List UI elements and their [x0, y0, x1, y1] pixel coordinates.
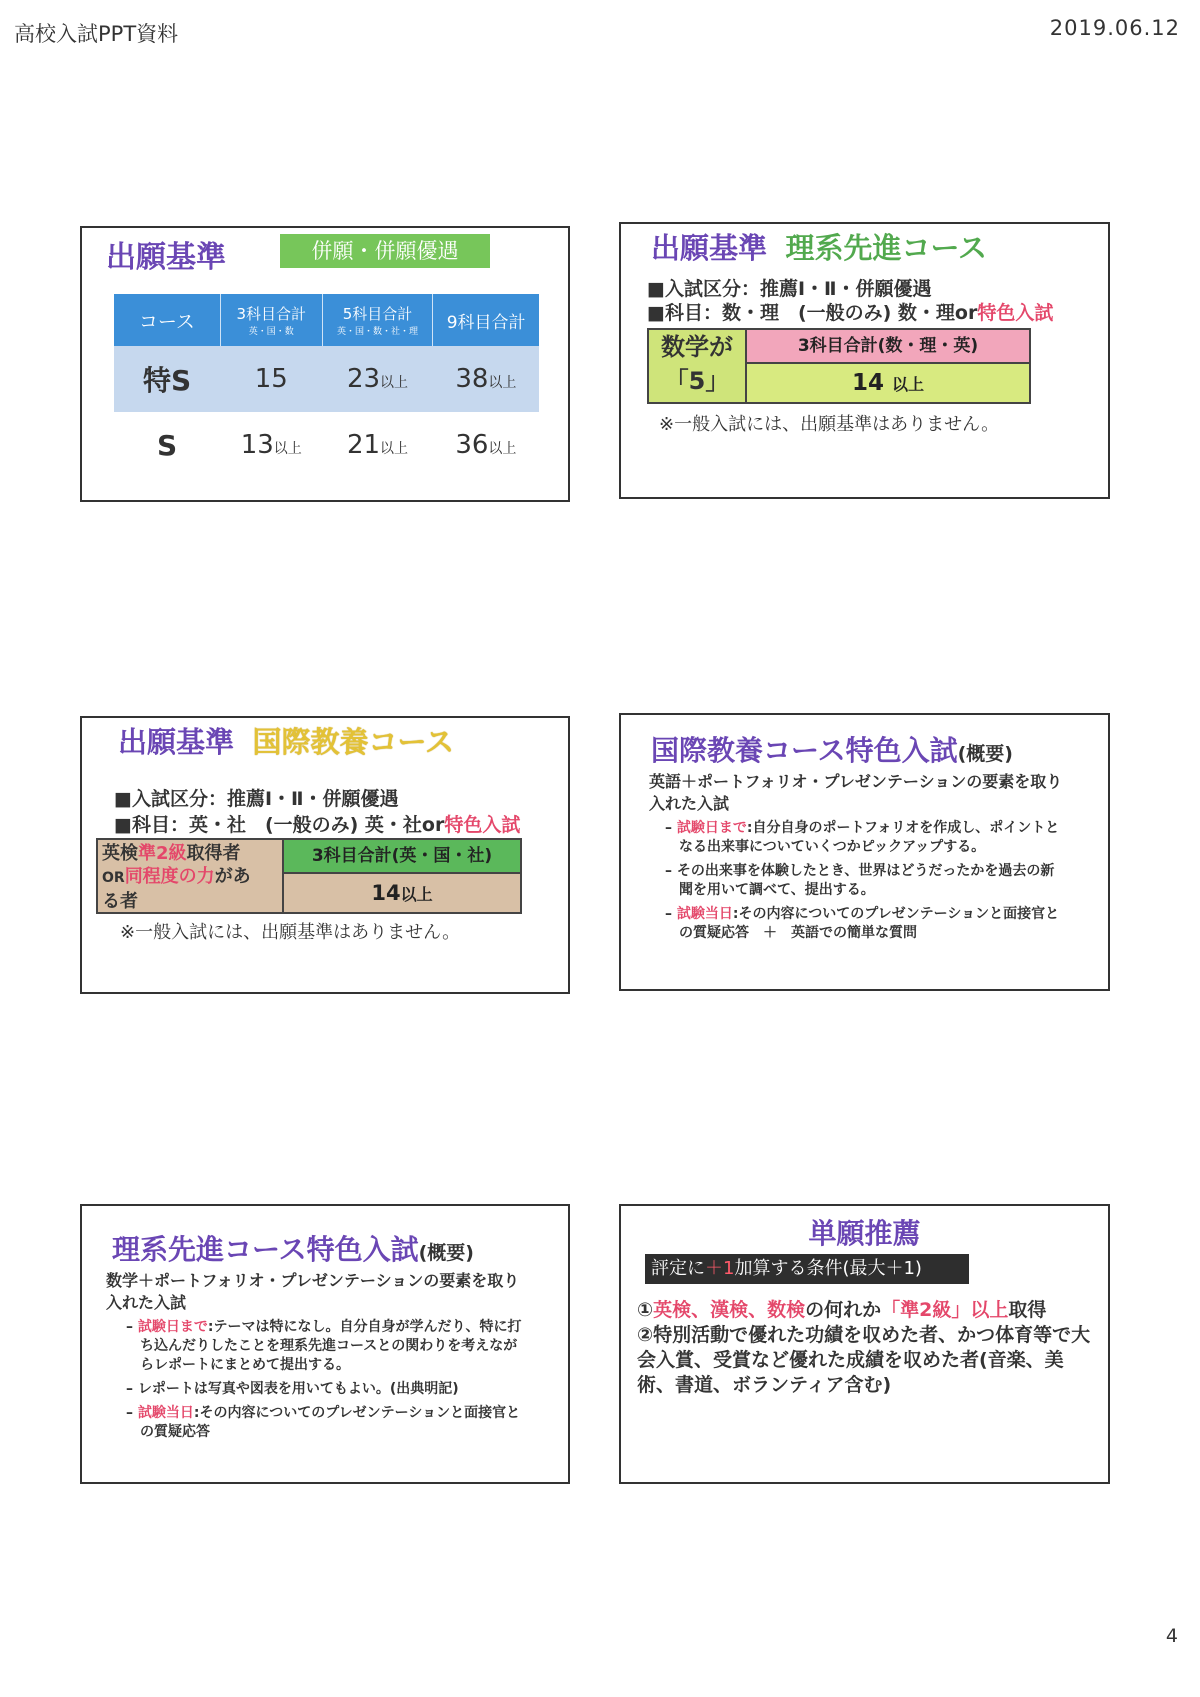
document-title: 高校入試PPT資料	[14, 22, 179, 46]
page-number: 4	[1165, 1625, 1178, 1647]
slide-title: 理系先進コース特色入試(概要)	[112, 1233, 474, 1266]
slide-science-special-exam	[80, 1204, 570, 1484]
sum-header-cell: 3科目合計(数・理・英)	[747, 330, 1029, 364]
value-cell: 15	[220, 346, 322, 412]
list-item: – 試験日まで:自分自身のポートフォリオを作成し、ポイントとなる出来事についていくつかピックアップする。	[665, 820, 1060, 855]
value-cell: 36以上	[455, 430, 517, 460]
value-cell: 13以上	[240, 430, 302, 460]
slide-application-criteria	[80, 226, 570, 502]
course-cell: S	[157, 428, 178, 462]
note-text: ※一般入試には、出願基準はありません。	[120, 922, 461, 943]
condition-item: ①英検、漢検、数検の何れか「準2級」以上取得	[637, 1299, 1047, 1321]
subjects-line: ■科目：数・理 (一般のみ) 数・理or特色入試	[647, 302, 1054, 324]
condition-item: ②特別活動で優れた功績を収めた者、かつ体育等で大会入賞、受賞など優れた成績を収めた者(音楽、美術、書道、ボランティア含む)	[637, 1324, 1091, 1396]
slide-title: 出願基準	[106, 240, 226, 275]
exam-category-line: ■入試区分：推薦Ⅰ・Ⅱ・併願優遇	[647, 278, 932, 300]
value-cell: 23以上	[322, 346, 433, 412]
value-cell: 21以上	[346, 430, 409, 460]
eiken-cell: 英検準2級取得者 OR同程度の力があ る者	[98, 840, 284, 912]
slide-intl-course-criteria	[80, 716, 570, 994]
sum-value-cell: 14以上	[284, 874, 520, 912]
table-row	[114, 346, 539, 412]
list-item: – 試験日まで:テーマは特になし。自分自身が学んだり、特に打ち込んだりしたことを理系先進コースとの関わりを考えながらレポートにまとめて提出する。	[126, 1319, 522, 1373]
slide-intl-special-exam	[619, 713, 1110, 991]
course-cell: 特S	[114, 346, 220, 412]
overview-list	[126, 1318, 526, 1447]
slide-single-recommendation	[619, 1204, 1110, 1484]
slide-title: 国際教養コース特色入試(概要)	[651, 734, 1013, 767]
condition-bar: 評定に＋1加算する条件(最大＋1)	[645, 1254, 969, 1284]
th-course: コース	[114, 294, 220, 346]
lead-text: 数学＋ポートフォリオ・プレゼンテーションの要素を取り入れた入試	[106, 1271, 520, 1312]
th-5subjects: 5科目合計 英・国・数・社・理	[322, 294, 433, 346]
slide-science-course-criteria	[619, 222, 1110, 499]
table-row	[114, 412, 539, 478]
value-cell: 38以上	[433, 346, 539, 412]
th-9subjects: 9科目合計	[433, 294, 539, 346]
table-header-row	[114, 294, 539, 346]
overview-list	[665, 819, 1065, 948]
note-text: ※一般入試には、出願基準はありません。	[659, 414, 1000, 435]
document-date: 2019.06.12	[1049, 16, 1180, 40]
math-five-cell: 数学が 「5」	[649, 330, 747, 402]
subjects-line: ■科目：英・社 (一般のみ) 英・社or特色入試	[114, 814, 521, 836]
slide-title: 出願基準 理系先進コース	[651, 231, 988, 265]
list-item: – 試験当日:その内容についてのプレゼンテーションと面接官との質疑応答	[126, 1405, 521, 1440]
list-item: – その出来事を体験したとき、世界はどうだったかを過去の新聞を用いて調べて、提出する。	[665, 863, 1055, 898]
list-item: – 試験当日:その内容についてのプレゼンテーションと面接官との質疑応答 ＋ 英語での簡単な質問	[665, 906, 1060, 941]
sum-value-cell: 14 以上	[747, 364, 1029, 402]
slide-title: 出願基準 国際教養コース	[118, 725, 455, 759]
condition-list	[637, 1298, 1097, 1398]
criteria-grid	[647, 328, 1031, 404]
list-item: – レポートは写真や図表を用いてもよい。(出典明記)	[126, 1381, 459, 1397]
badge-heigan: 併願・併願優遇	[280, 234, 490, 268]
th-3subjects: 3科目合計 英・国・数	[220, 294, 322, 346]
criteria-grid	[96, 838, 522, 914]
exam-category-line: ■入試区分：推薦Ⅰ・Ⅱ・併願優遇	[114, 788, 399, 810]
slide-title: 単願推薦	[808, 1217, 921, 1250]
lead-text: 英語＋ポートフォリオ・プレゼンテーションの要素を取り入れた入試	[649, 772, 1063, 813]
sum-header-cell: 3科目合計(英・国・社)	[284, 840, 520, 874]
criteria-table	[114, 294, 539, 478]
